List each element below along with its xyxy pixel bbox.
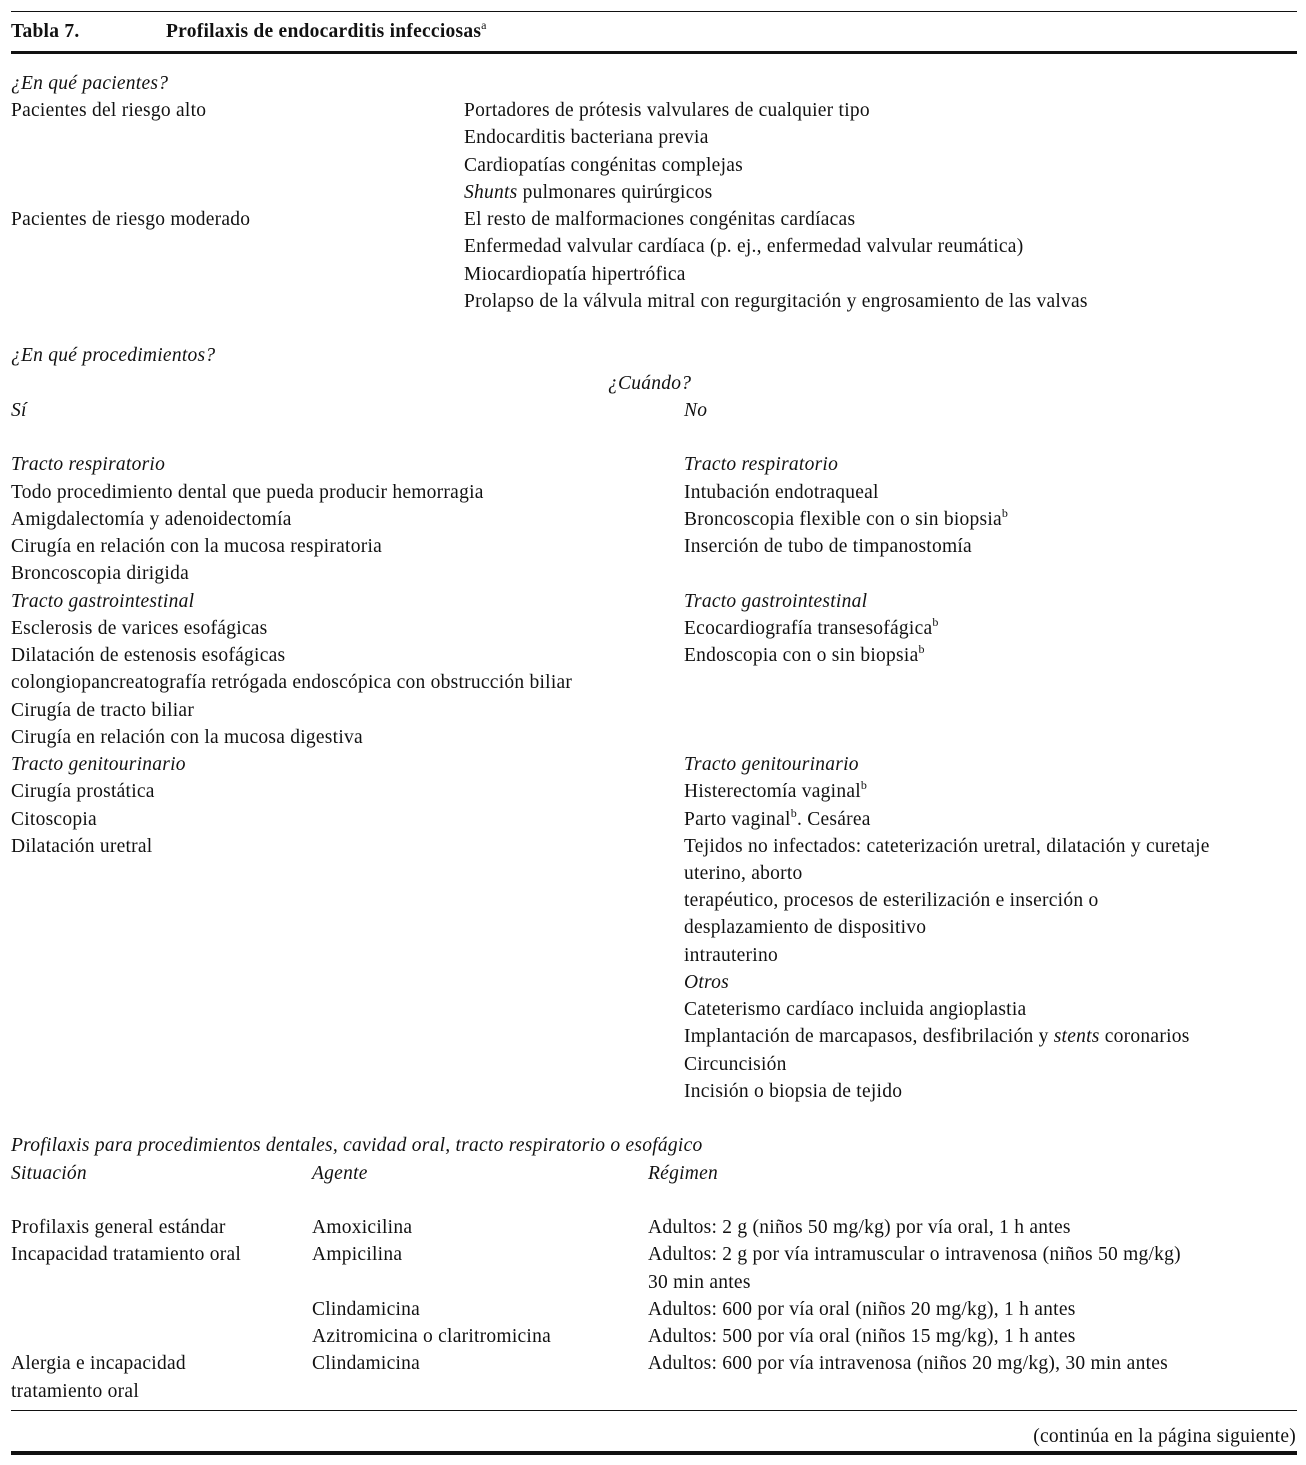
regimen-cell: 30 min antes (648, 1272, 751, 1293)
continued-note: (continúa en la página siguiente) (1033, 1426, 1296, 1447)
regimen-cell: Adultos: 2 g (niños 50 mg/kg) por vía oral, 1 h antes (648, 1217, 1071, 1238)
gastrointestinal-no-heading: Tracto gastrointestinal (684, 591, 868, 612)
gastrointestinal-yes-item: Cirugía de tracto biliar (11, 700, 195, 721)
others-item: Cateterismo cardíaco incluida angioplastia (684, 999, 1027, 1020)
genitourinary-no-item: Tejidos no infectados: cateterización uretral, dilatación y curetaje (684, 836, 1210, 857)
genitourinary-yes-item: Citoscopia (11, 809, 97, 830)
others-item: Implantación de marcapasos, desfibrilación y stents coronarios (684, 1026, 1190, 1047)
genitourinary-no-item: desplazamiento de dispositivo (684, 917, 927, 938)
regimen-cell: Adultos: 500 por vía oral (niños 15 mg/kg), 1 h antes (648, 1326, 1076, 1347)
genitourinary-no-item: intrauterino (684, 945, 778, 966)
situation-cell: Profilaxis general estándar (11, 1217, 226, 1238)
genitourinary-yes-item: Cirugía prostática (11, 781, 155, 802)
yes-column-heading: Sí (11, 400, 27, 421)
agent-column-header: Agente (312, 1163, 368, 1184)
gastrointestinal-no-item: Endoscopia con o sin biopsia$^b$ (684, 641, 925, 666)
body-bottom-rule (11, 1410, 1297, 1411)
regimen-cell: Adultos: 600 por vía intravenosa (niños 20 mg/kg), 30 min antes (648, 1353, 1168, 1374)
agent-cell: Clindamicina (312, 1353, 421, 1374)
when-heading: ¿Cuándo? (608, 373, 692, 394)
situation-column-header: Situación (11, 1163, 87, 1184)
others-item: Incisión o biopsia de tejido (684, 1081, 903, 1102)
moderate-risk-item: Enfermedad valvular cardíaca (p. ej., enfermedad valvular reumática) (464, 236, 1024, 257)
situation-cell: tratamiento oral (11, 1381, 139, 1402)
respiratory-no-item: Intubación endotraqueal (684, 482, 879, 503)
agent-cell: Clindamicina (312, 1299, 421, 1320)
respiratory-yes-item: Todo procedimiento dental que pueda producir hemorragia (11, 482, 484, 503)
situation-cell: Alergia e incapacidad (11, 1353, 186, 1374)
respiratory-yes-item: Broncoscopia dirigida (11, 563, 189, 584)
respiratory-yes-item: Cirugía en relación con la mucosa respiratoria (11, 536, 383, 557)
moderate-risk-item: Miocardiopatía hipertrófica (464, 264, 686, 285)
moderate-risk-item: El resto de malformaciones congénitas cardíacas (464, 209, 856, 230)
table-bottom-thick-rule (11, 1451, 1297, 1455)
genitourinary-no-item: Parto vaginal$^b$. Cesárea (684, 805, 871, 830)
procedures-heading: ¿En qué procedimientos? (11, 345, 216, 366)
no-column-heading: No (684, 400, 708, 421)
table-title: Profilaxis de endocarditis infecciosas$^a$ (166, 17, 487, 42)
genitourinary-yes-item: Dilatación uretral (11, 836, 153, 857)
respiratory-no-item: Broncoscopia flexible con o sin biopsia$^b$ (684, 505, 1009, 530)
genitourinary-no-item: uterino, aborto (684, 863, 803, 884)
respiratory-no-item: Inserción de tubo de timpanostomía (684, 536, 972, 557)
high-risk-label: Pacientes del riesgo alto (11, 100, 207, 121)
gastrointestinal-yes-item: colongiopancreatografía retrógada endoscópica con obstrucción biliar (11, 672, 573, 693)
high-risk-item: Endocarditis bacteriana previa (464, 127, 709, 148)
genitourinary-no-heading: Tracto genitourinario (684, 754, 859, 775)
gastrointestinal-yes-item: Dilatación de estenosis esofágicas (11, 645, 286, 666)
header-thick-rule (11, 51, 1297, 54)
regimen-cell: Adultos: 2 g por vía intramuscular o intravenosa (niños 50 mg/kg) (648, 1244, 1181, 1265)
gastrointestinal-yes-heading: Tracto gastrointestinal (11, 591, 195, 612)
high-risk-item: Shunts pulmonares quirúrgicos (464, 182, 713, 203)
agent-cell: Azitromicina o claritromicina (312, 1326, 551, 1347)
respiratory-no-heading: Tracto respiratorio (684, 454, 839, 475)
genitourinary-yes-heading: Tracto genitourinario (11, 754, 186, 775)
agent-cell: Ampicilina (312, 1244, 403, 1265)
patients-heading: ¿En qué pacientes? (11, 73, 169, 94)
high-risk-item: Portadores de prótesis valvulares de cualquier tipo (464, 100, 870, 121)
gastrointestinal-yes-item: Cirugía en relación con la mucosa digestiva (11, 727, 363, 748)
genitourinary-no-item: Histerectomía vaginal$^b$ (684, 777, 868, 802)
others-heading: Otros (684, 972, 729, 993)
regimen-column-header: Régimen (648, 1163, 718, 1184)
respiratory-yes-item: Amigdalectomía y adenoidectomía (11, 509, 292, 530)
prophylaxis-heading: Profilaxis para procedimientos dentales, cavidad oral, tracto respiratorio o esofágico (11, 1135, 703, 1156)
table-label: Tabla 7. (11, 21, 80, 42)
agent-cell: Amoxicilina (312, 1217, 413, 1238)
others-item: Circuncisión (684, 1054, 787, 1075)
regimen-cell: Adultos: 600 por vía oral (niños 20 mg/kg), 1 h antes (648, 1299, 1076, 1320)
moderate-risk-item: Prolapso de la válvula mitral con regurgitación y engrosamiento de las valvas (464, 291, 1088, 312)
situation-cell: Incapacidad tratamiento oral (11, 1244, 242, 1265)
top-thin-rule (11, 11, 1297, 12)
gastrointestinal-no-item: Ecocardiografía transesofágica$^b$ (684, 614, 939, 639)
gastrointestinal-yes-item: Esclerosis de varices esofágicas (11, 618, 268, 639)
high-risk-item: Cardiopatías congénitas complejas (464, 155, 744, 176)
moderate-risk-label: Pacientes de riesgo moderado (11, 209, 251, 230)
respiratory-yes-heading: Tracto respiratorio (11, 454, 166, 475)
genitourinary-no-item: terapéutico, procesos de esterilización e inserción o (684, 890, 1099, 911)
